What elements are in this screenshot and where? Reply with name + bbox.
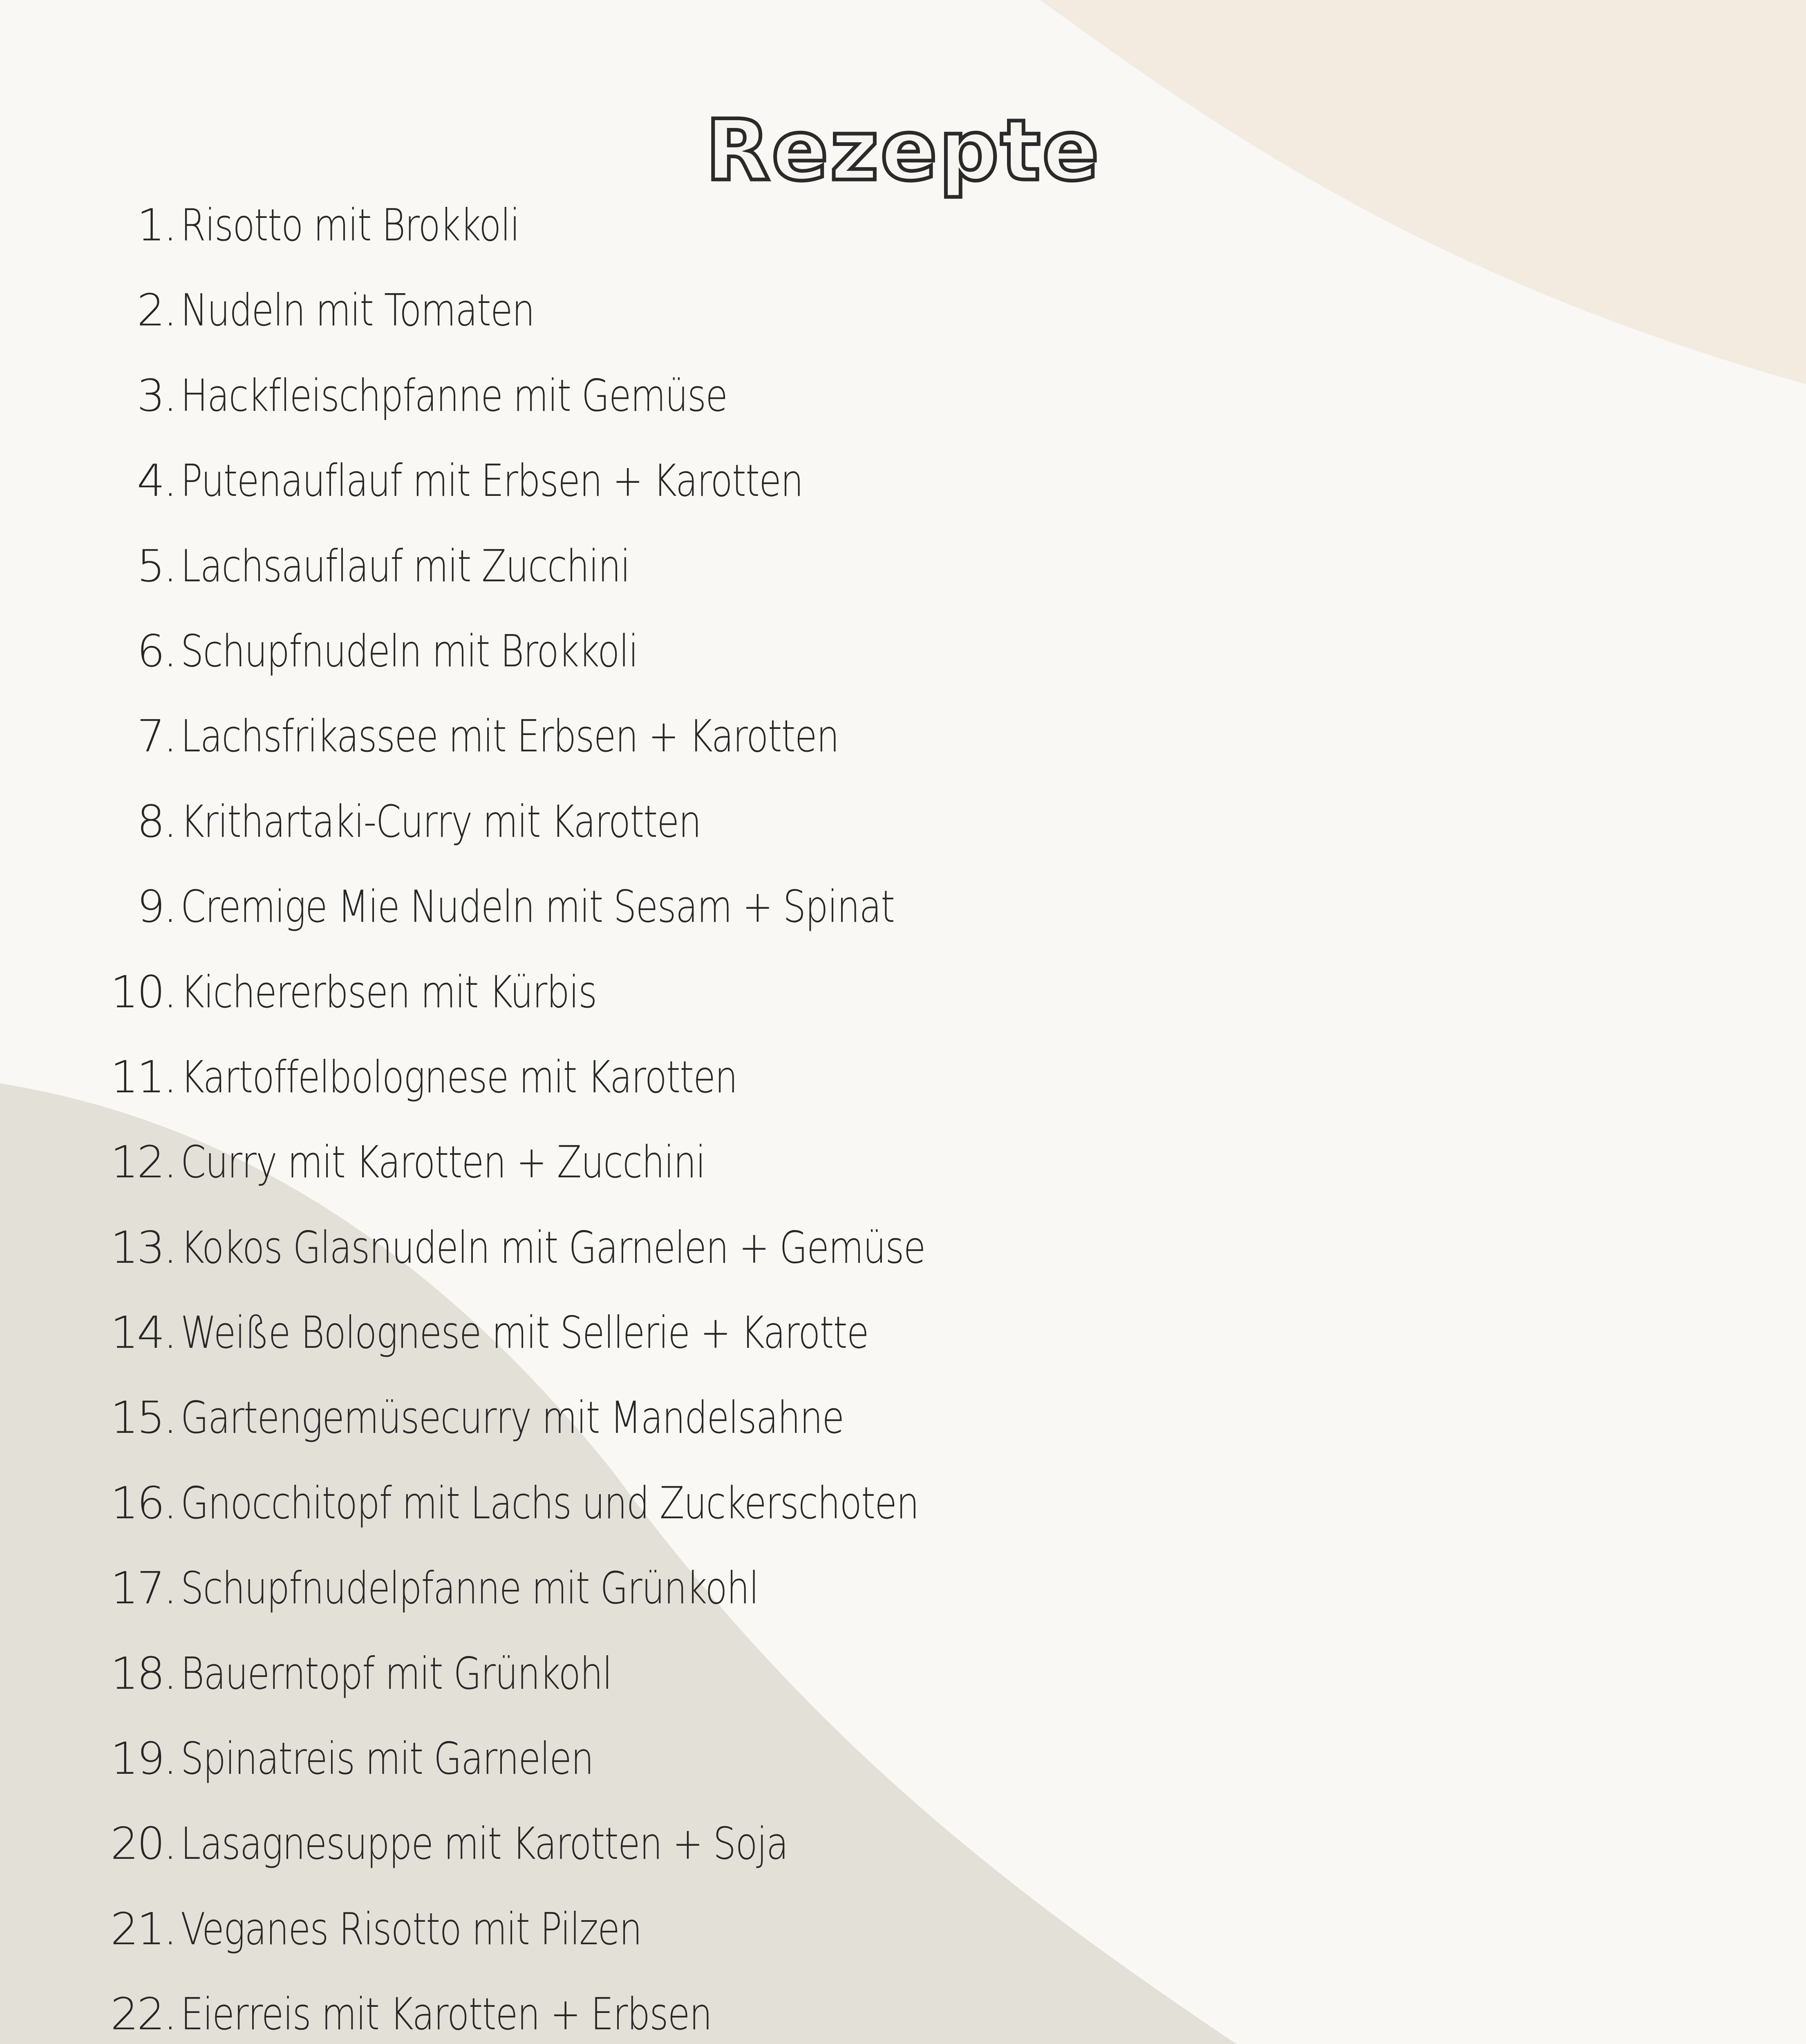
recipe-name: Putenauflauf mit Erbsen + Karotten — [181, 455, 803, 507]
recipe-name: Krithartaki-Curry mit Karotten — [181, 796, 701, 847]
recipe-number: 10. — [110, 966, 176, 1018]
recipe-number: 20. — [110, 1818, 176, 1870]
recipe-name: Kartoffelbolognese mit Karotten — [181, 1051, 737, 1103]
page-title: Rezepte — [705, 102, 1101, 200]
recipe-number: 1. — [137, 200, 176, 251]
recipe-number: 9. — [137, 881, 176, 933]
recipe-number: 4. — [137, 455, 176, 507]
recipe-name: Bauerntopf mit Grünkohl — [181, 1648, 612, 1699]
recipe-number: 6. — [137, 625, 176, 677]
recipe-name: Nudeln mit Tomaten — [181, 285, 535, 336]
recipe-number: 17. — [110, 1563, 176, 1614]
recipe-number: 8. — [137, 796, 176, 847]
recipe-name: Hackfleischpfanne mit Gemüse — [181, 370, 727, 421]
recipe-name: Gartengemüsecurry mit Mandelsahne — [181, 1392, 844, 1444]
recipe-name: Kichererbsen mit Kürbis — [181, 966, 597, 1018]
recipe-name: Gnocchitopf mit Lachs und Zuckerschoten — [181, 1477, 919, 1529]
recipe-number: 14. — [110, 1307, 176, 1359]
recipe-name: Weiße Bolognese mit Sellerie + Karotte — [181, 1307, 868, 1359]
recipe-name: Schupfnudelpfanne mit Grünkohl — [181, 1563, 759, 1614]
recipe-number: 12. — [110, 1137, 176, 1188]
recipe-number: 2. — [137, 285, 176, 336]
recipe-name: Veganes Risotto mit Pilzen — [181, 1903, 642, 1955]
recipe-number: 3. — [137, 370, 176, 421]
recipe-number: 11. — [110, 1051, 176, 1103]
recipe-name: Curry mit Karotten + Zucchini — [181, 1137, 705, 1188]
recipe-number: 16. — [110, 1477, 176, 1529]
recipe-number: 18. — [110, 1648, 176, 1699]
recipe-name: Risotto mit Brokkoli — [181, 200, 519, 251]
recipe-number: 7. — [137, 711, 176, 762]
recipe-name: Cremige Mie Nudeln mit Sesam + Spinat — [181, 881, 895, 933]
recipe-name: Eierreis mit Karotten + Erbsen — [181, 1989, 712, 2040]
recipe-number: 15. — [110, 1392, 176, 1444]
recipe-number: 5. — [137, 540, 176, 592]
recipe-name: Schupfnudeln mit Brokkoli — [181, 625, 638, 677]
recipe-name: Lachsauflauf mit Zucchini — [181, 540, 630, 592]
recipe-name: Kokos Glasnudeln mit Garnelen + Gemüse — [181, 1222, 925, 1273]
recipe-number: 21. — [110, 1903, 176, 1955]
recipe-number: 22. — [110, 1989, 176, 2040]
recipe-number: 19. — [110, 1733, 176, 1785]
recipe-name: Spinatreis mit Garnelen — [181, 1733, 593, 1785]
recipe-name: Lachsfrikassee mit Erbsen + Karotten — [181, 711, 839, 762]
recipe-name: Lasagnesuppe mit Karotten + Soja — [181, 1818, 788, 1870]
recipe-number: 13. — [110, 1222, 176, 1273]
